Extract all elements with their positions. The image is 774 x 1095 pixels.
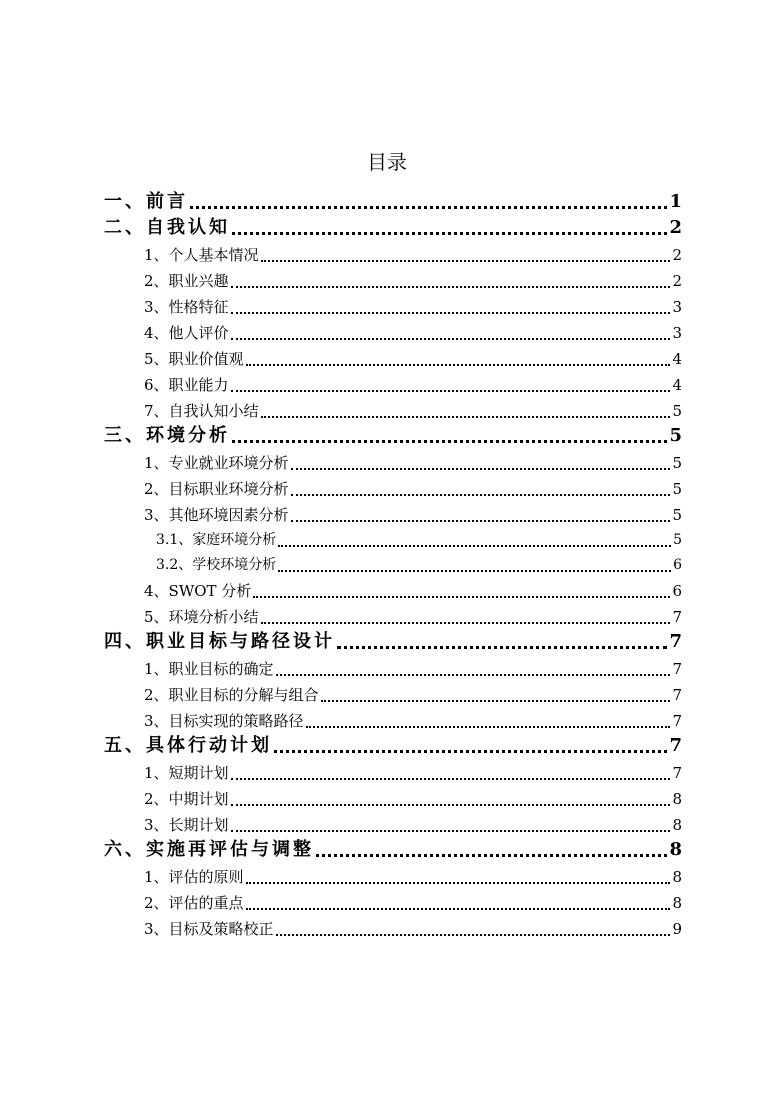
dot-leader (231, 312, 671, 314)
toc-page-number: 5 (669, 425, 682, 446)
toc-page-number: 6 (673, 557, 682, 573)
toc-entry-label: 2、目标职业环境分析 (144, 480, 289, 498)
dot-leader (246, 364, 671, 366)
toc-entry-label: 6、职业能力 (144, 376, 229, 394)
toc-entry-label: 3、目标及策略校正 (144, 920, 274, 938)
toc-page-number: 8 (672, 816, 682, 834)
toc-page-number: 7 (669, 631, 682, 652)
toc-entry-label: 3.2、学校环境分析 (156, 557, 277, 573)
toc-page-number: 7 (672, 686, 682, 704)
toc-entry-label: 4、他人评价 (144, 324, 229, 342)
toc-entry[interactable] (104, 526, 682, 551)
toc-entry[interactable] (104, 214, 682, 240)
toc-entry-label: 2、评估的重点 (144, 894, 244, 912)
toc-title: 目录 (367, 150, 407, 174)
dot-leader (276, 934, 671, 936)
dot-leader (231, 830, 671, 832)
toc-entry[interactable] (104, 654, 682, 680)
toc-page-number: 2 (672, 246, 682, 264)
toc-entry-label: 3、长期计划 (144, 816, 229, 834)
toc-entry[interactable] (104, 732, 682, 758)
dot-leader (321, 700, 671, 702)
toc-entry[interactable] (104, 188, 682, 214)
toc-entry-label: 5、环境分析小结 (144, 608, 259, 626)
dot-leader (261, 260, 671, 262)
dot-leader (231, 338, 671, 340)
toc-entry[interactable] (104, 680, 682, 706)
toc-page-number: 8 (672, 790, 682, 808)
toc-entry-label: 4、SWOT 分析 (144, 582, 252, 600)
toc-entry-label: 1、专业就业环境分析 (144, 454, 289, 472)
toc-entry[interactable] (104, 448, 682, 474)
toc-entry[interactable] (104, 292, 682, 318)
dot-leader (306, 726, 671, 728)
toc-page-number: 3 (672, 324, 682, 342)
dot-leader (276, 674, 671, 676)
toc-page-number: 7 (672, 608, 682, 626)
toc-page-number: 4 (672, 350, 682, 368)
toc-entry[interactable] (104, 576, 682, 602)
toc-page-number: 7 (669, 735, 682, 756)
toc-page-number: 8 (672, 868, 682, 886)
table-of-contents (104, 188, 682, 940)
toc-page-number: 5 (672, 402, 682, 420)
toc-entry-label: 二、自我认知 (104, 217, 230, 238)
dot-leader (231, 804, 671, 806)
dot-leader (261, 416, 671, 418)
toc-entry[interactable] (104, 500, 682, 526)
toc-page-number: 7 (672, 712, 682, 730)
toc-entry[interactable] (104, 396, 682, 422)
toc-entry[interactable] (104, 266, 682, 292)
dot-leader (274, 750, 667, 753)
toc-entry-label: 2、中期计划 (144, 790, 229, 808)
toc-entry-label: 3、性格特征 (144, 298, 229, 316)
toc-entry[interactable] (104, 888, 682, 914)
toc-page-number: 5 (673, 532, 682, 548)
toc-page-number: 2 (672, 272, 682, 290)
dot-leader (246, 882, 671, 884)
toc-page-number: 6 (672, 582, 682, 600)
toc-entry[interactable] (104, 784, 682, 810)
toc-page-number: 7 (672, 660, 682, 678)
dot-leader (278, 570, 671, 572)
dot-leader (190, 206, 667, 209)
toc-page-number: 7 (672, 764, 682, 782)
dot-leader (231, 390, 671, 392)
toc-page-number: 3 (672, 298, 682, 316)
toc-entry[interactable] (104, 344, 682, 370)
toc-entry-label: 5、职业价值观 (144, 350, 244, 368)
toc-page-number: 8 (672, 894, 682, 912)
toc-entry-label: 1、职业目标的确定 (144, 660, 274, 678)
toc-entry-label: 7、自我认知小结 (144, 402, 259, 420)
dot-leader (253, 596, 670, 598)
toc-entry-label: 1、短期计划 (144, 764, 229, 782)
toc-entry[interactable] (104, 240, 682, 266)
dot-leader (291, 520, 671, 522)
dot-leader (291, 494, 671, 496)
toc-entry-label: 1、评估的原则 (144, 868, 244, 886)
toc-page-number: 1 (669, 191, 682, 212)
dot-leader (316, 854, 667, 857)
dot-leader (337, 646, 667, 649)
toc-entry[interactable] (104, 628, 682, 654)
toc-entry[interactable] (104, 914, 682, 940)
toc-entry-label: 五、具体行动计划 (104, 735, 272, 756)
toc-entry-label: 一、前言 (104, 191, 188, 212)
toc-entry[interactable] (104, 370, 682, 396)
dot-leader (232, 232, 667, 235)
toc-entry[interactable] (104, 706, 682, 732)
toc-entry-label: 2、职业兴趣 (144, 272, 229, 290)
toc-page-number: 5 (672, 506, 682, 524)
toc-entry[interactable] (104, 318, 682, 344)
toc-entry[interactable] (104, 422, 682, 448)
toc-entry-label: 2、职业目标的分解与组合 (144, 686, 319, 704)
toc-page-number: 5 (672, 480, 682, 498)
toc-entry[interactable] (104, 862, 682, 888)
toc-entry[interactable] (104, 758, 682, 784)
toc-page-number: 9 (672, 920, 682, 938)
toc-entry-label: 六、实施再评估与调整 (104, 839, 314, 860)
toc-entry-label: 3、其他环境因素分析 (144, 506, 289, 524)
dot-leader (246, 908, 671, 910)
toc-entry[interactable] (104, 474, 682, 500)
dot-leader (278, 545, 671, 547)
toc-entry-label: 四、职业目标与路径设计 (104, 631, 335, 652)
dot-leader (291, 468, 671, 470)
toc-entry[interactable] (104, 836, 682, 862)
toc-entry[interactable] (104, 810, 682, 836)
toc-entry-label: 1、个人基本情况 (144, 246, 259, 264)
toc-page-number: 2 (669, 217, 682, 238)
toc-page-number: 4 (672, 376, 682, 394)
dot-leader (231, 286, 671, 288)
toc-entry-label: 3、目标实现的策略路径 (144, 712, 304, 730)
toc-entry-label: 三、环境分析 (104, 425, 230, 446)
dot-leader (231, 778, 671, 780)
dot-leader (261, 622, 671, 624)
toc-entry[interactable] (104, 602, 682, 628)
toc-page-number: 8 (669, 839, 682, 860)
toc-page-number: 5 (672, 454, 682, 472)
toc-entry-label: 3.1、家庭环境分析 (156, 532, 277, 548)
dot-leader (232, 440, 667, 443)
toc-entry[interactable] (104, 551, 682, 576)
